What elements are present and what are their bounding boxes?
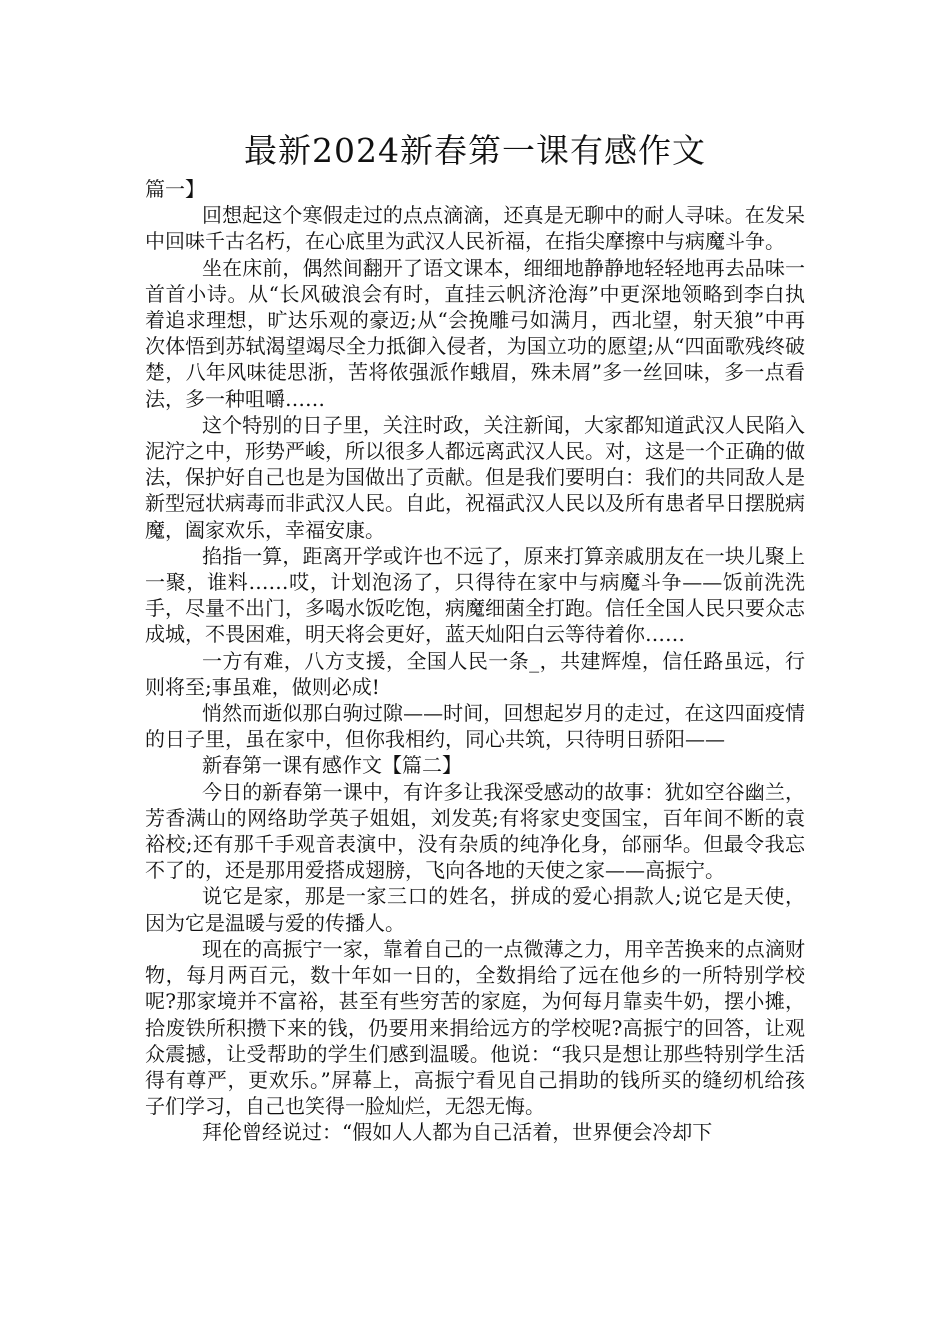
paragraph: 坐在床前，偶然间翻开了语文课本，细细地静静地轻轻地再去品味一首首小诗。从“长风破浪会有时，直挂云帆济沧海”中更深地领略到李白执着追求理想，旷达乐观的豪迈;从“会挽雕弓如满月，西北望，射天狼”中再次体悟到苏轼渴望竭尽全力抵御入侵者，为国立功的愿望;从“四面歌残终破楚，八年风味徒思浙，苦将侬强派作蛾眉，殊未屑”多一丝回味，多一点看法，多一种咀嚼…… (145, 255, 805, 411)
paragraph: 现在的高振宁一家，靠着自己的一点微薄之力，用辛苦换来的点滴财物，每月两百元，数十年如一日的，全数捐给了远在他乡的一所特别学校呢?那家境并不富裕，甚至有些穷苦的家庭，为何每月靠卖牛奶，摆小摊，拾废铁所积攒下来的钱，仍要用来捐给远方的学校呢?高振宁的回答，让观众震撼，让受帮助的学生们感到温暖。他说：“我只是想让那些特别学生活得有尊严，更欢乐。”屏幕上，高振宁看见自己捐助的钱所买的缝纫机给孩子们学习，自己也笑得一脸灿烂，无怨无悔。 (145, 936, 805, 1119)
paragraph: 悄然而逝似那白驹过隙——时间，回想起岁月的走过，在这四面疫情的日子里，虽在家中，但你我相约，同心共筑，只待明日骄阳—— (145, 701, 805, 752)
paragraph: 今日的新春第一课中，有许多让我深受感动的故事：犹如空谷幽兰，芳香满山的网络助学英子姐姐，刘发英;有将家史变国宝，百年间不断的袁裕校;还有那千手观音表演中，没有杂质的纯净化身，邰丽华。但最令我忘不了的，还是那用爱搭成翅膀，飞向各地的天使之家——高振宁。 (145, 779, 805, 883)
paragraph: 掐指一算，距离开学或许也不远了，原来打算亲戚朋友在一块儿聚上一聚，谁料……哎，计划泡汤了，只得待在家中与病魔斗争——饭前洗洗手，尽量不出门，多喝水饭吃饱，病魔细菌全打跑。信任全国人民只要众志成城，不畏困难，明天将会更好，蓝天灿阳白云等待着你…… (145, 543, 805, 647)
paragraph: 一方有难，八方支援，全国人民一条_，共建辉煌，信任路虽远，行则将至;事虽难，做则必成! (145, 648, 805, 699)
section-heading-part-two: 新春第一课有感作文【篇二】 (202, 753, 462, 778)
section-heading-part-one: 篇一】 (145, 177, 205, 201)
paragraph: 拜伦曾经说过：“假如人人都为自己活着，世界便会冷却下 (202, 1120, 713, 1145)
document-body (145, 176, 805, 1146)
document-title: 最新2024新春第一课有感作文 (244, 131, 706, 170)
paragraph: 说它是家，那是一家三口的姓名，拼成的爱心捐款人;说它是天使，因为它是温暖与爱的传播人。 (145, 884, 805, 935)
paragraph: 这个特别的日子里，关注时政，关注新闻，大家都知道武汉人民陷入泥泞之中，形势严峻，所以很多人都远离武汉人民。对，这是一个正确的做法，保护好自己也是为国做出了贡献。但是我们要明白：我们的共同敌人是新型冠状病毒而非武汉人民。自此，祝福武汉人民以及所有患者早日摆脱病魔，阖家欢乐，幸福安康。 (145, 412, 805, 542)
paragraph: 回想起这个寒假走过的点点滴滴，还真是无聊中的耐人寻味。在发呆中回味千古名朽，在心底里为武汉人民祈福，在指尖摩擦中与病魔斗争。 (145, 203, 805, 254)
